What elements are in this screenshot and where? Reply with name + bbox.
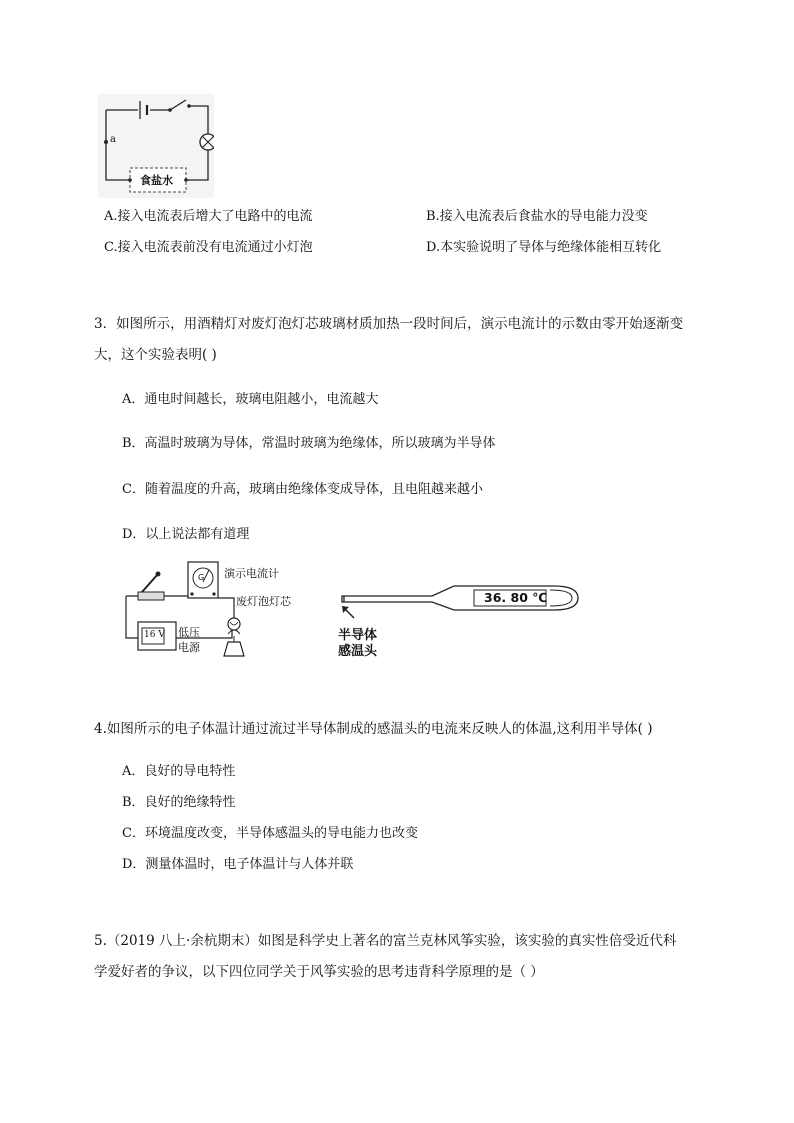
thermometer-reading: 36. 80 ℃ (484, 590, 548, 605)
q3-option-a: A．通电时间越长，玻璃电阻越小，电流越大 (122, 392, 379, 407)
q3-stem-line1: 3．如图所示，用酒精灯对废灯泡灯芯玻璃材质加热一段时间后，演示电流计的示数由零开始逐渐变 (94, 316, 684, 332)
q4-thermometer-figure (336, 580, 580, 660)
q2-point-a-label: a (110, 134, 116, 145)
q3-source-label-1: 低压 (178, 626, 200, 639)
q3-option-d: D．以上说法都有道理 (122, 527, 250, 542)
q3-battery-label: 16 V (144, 630, 165, 640)
q5-stem-line1: 5.（2019 八上·余杭期末）如图是科学史上著名的富兰克林风筝实验，该实验的真实性倍受近代科 (94, 933, 677, 949)
q2-circuit-figure (98, 94, 214, 198)
q3-experiment-figure (120, 556, 330, 660)
probe-arrow-icon (340, 604, 360, 624)
q3-option-b: B．高温时玻璃为导体，常温时玻璃为绝缘体，所以玻璃为半导体 (122, 436, 496, 451)
probe-label-1: 半导体 (338, 628, 378, 643)
q4-option-b: B．良好的绝缘特性 (122, 795, 236, 810)
q3-meter-letter: G (198, 573, 205, 582)
q3-source-label-2: 电源 (178, 641, 200, 654)
q2-option-b: B.接入电流表后食盐水的导电能力没变 (426, 209, 648, 224)
q4-stem: 4.如图所示的电子体温计通过流过半导体制成的感温头的电流来反映人的体温,这利用半导体( ) (94, 721, 653, 737)
q4-option-c: C．环境温度改变，半导体感温头的导电能力也改变 (122, 826, 418, 841)
q2-salt-water-label: 食盐水 (140, 174, 173, 187)
q4-option-a: A．良好的导电特性 (122, 764, 236, 779)
probe-label-2: 感温头 (338, 644, 378, 659)
q3-option-c: C．随着温度的升高，玻璃由绝缘体变成导体，且电阻越来越小 (122, 482, 483, 497)
q3-bulb-label: 废灯泡灯芯 (236, 595, 291, 608)
q5-stem-line2: 学爱好者的争议，以下四位同学关于风筝实验的思考违背科学原理的是（ ） (94, 964, 544, 980)
q3-stem-line2: 大，这个实验表明( ) (94, 347, 217, 363)
q2-option-c: C.接入电流表前没有电流通过小灯泡 (104, 240, 313, 255)
q2-option-d: D.本实验说明了导体与绝缘体能相互转化 (426, 240, 662, 255)
q2-option-a: A.接入电流表后增大了电路中的电流 (104, 209, 313, 224)
q4-option-d: D．测量体温时，电子体温计与人体并联 (122, 857, 354, 872)
q3-meter-label: 演示电流计 (224, 567, 279, 580)
